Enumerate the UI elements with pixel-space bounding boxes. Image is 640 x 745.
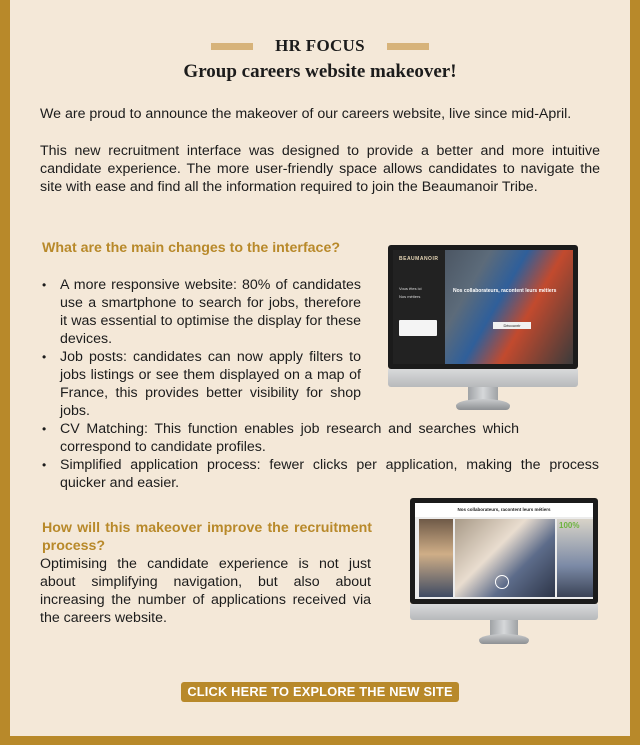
decorative-bar-right	[387, 43, 429, 50]
improvement-paragraph: Optimising the candidate experience is not just about simplifying navigation, but also about increasing the number of applications received via the careers website.	[40, 556, 371, 626]
video-thumbnail	[455, 519, 555, 597]
site-sidebar-line: Vous êtes ici	[399, 286, 422, 291]
video-thumbnail	[557, 519, 593, 597]
promo-badge: 100%	[559, 521, 580, 530]
video-thumbnail	[419, 519, 453, 597]
site-cta-button: Découvrir	[493, 322, 531, 329]
site-sidebar-line: Nos métiers	[399, 294, 421, 299]
list-item: • CV Matching: This function enables job research and searches which correspond to candidate profiles.	[40, 420, 519, 456]
header	[10, 36, 630, 83]
section-heading-improvement: How will this makeover improve the recruitment process?	[42, 520, 372, 554]
site-headline: Nos collaborateurs, racontent leurs métiers	[453, 288, 557, 294]
section-kicker: HR FOCUS	[275, 36, 365, 55]
site-logo: BEAUMANOIR	[399, 256, 439, 262]
video-section-banner: Nos collaborateurs, racontent leurs métiers	[415, 503, 593, 517]
decorative-bar-left	[211, 43, 253, 50]
play-icon	[495, 575, 509, 589]
page-title: Group careers website makeover!	[183, 61, 457, 82]
section-heading-changes: What are the main changes to the interface?	[42, 240, 340, 256]
explore-site-button[interactable]: CLICK HERE TO EXPLORE THE NEW SITE	[181, 682, 459, 702]
site-sidebar-card	[399, 320, 437, 336]
site-sidebar	[393, 250, 445, 364]
careers-site-monitor-image	[385, 245, 581, 413]
list-item: • Simplified application process: fewer clicks per application, making the process quicker and easier.	[40, 456, 599, 492]
list-item: • Job posts: candidates can now apply filters to jobs listings or see them displayed on a map of France, this provides better visibility for shop jobs.	[40, 348, 361, 420]
intro-paragraph-2: This new recruitment interface was designed to provide a better and more intuitive candidate experience. The more user-friendly space allows candidates to navigate the site with ease and find all the information required to join the Beaumanoir Tribe.	[40, 143, 600, 195]
newsletter-panel	[10, 0, 630, 736]
list-item: • A more responsive website: 80% of candidates use a smartphone to search for jobs, therefore it was essential to optimise the display for these devices.	[40, 276, 361, 348]
intro-paragraph-1: We are proud to announce the makeover of our careers website, live since mid-April.	[40, 106, 572, 122]
video-testimonials-monitor-image	[410, 498, 600, 656]
